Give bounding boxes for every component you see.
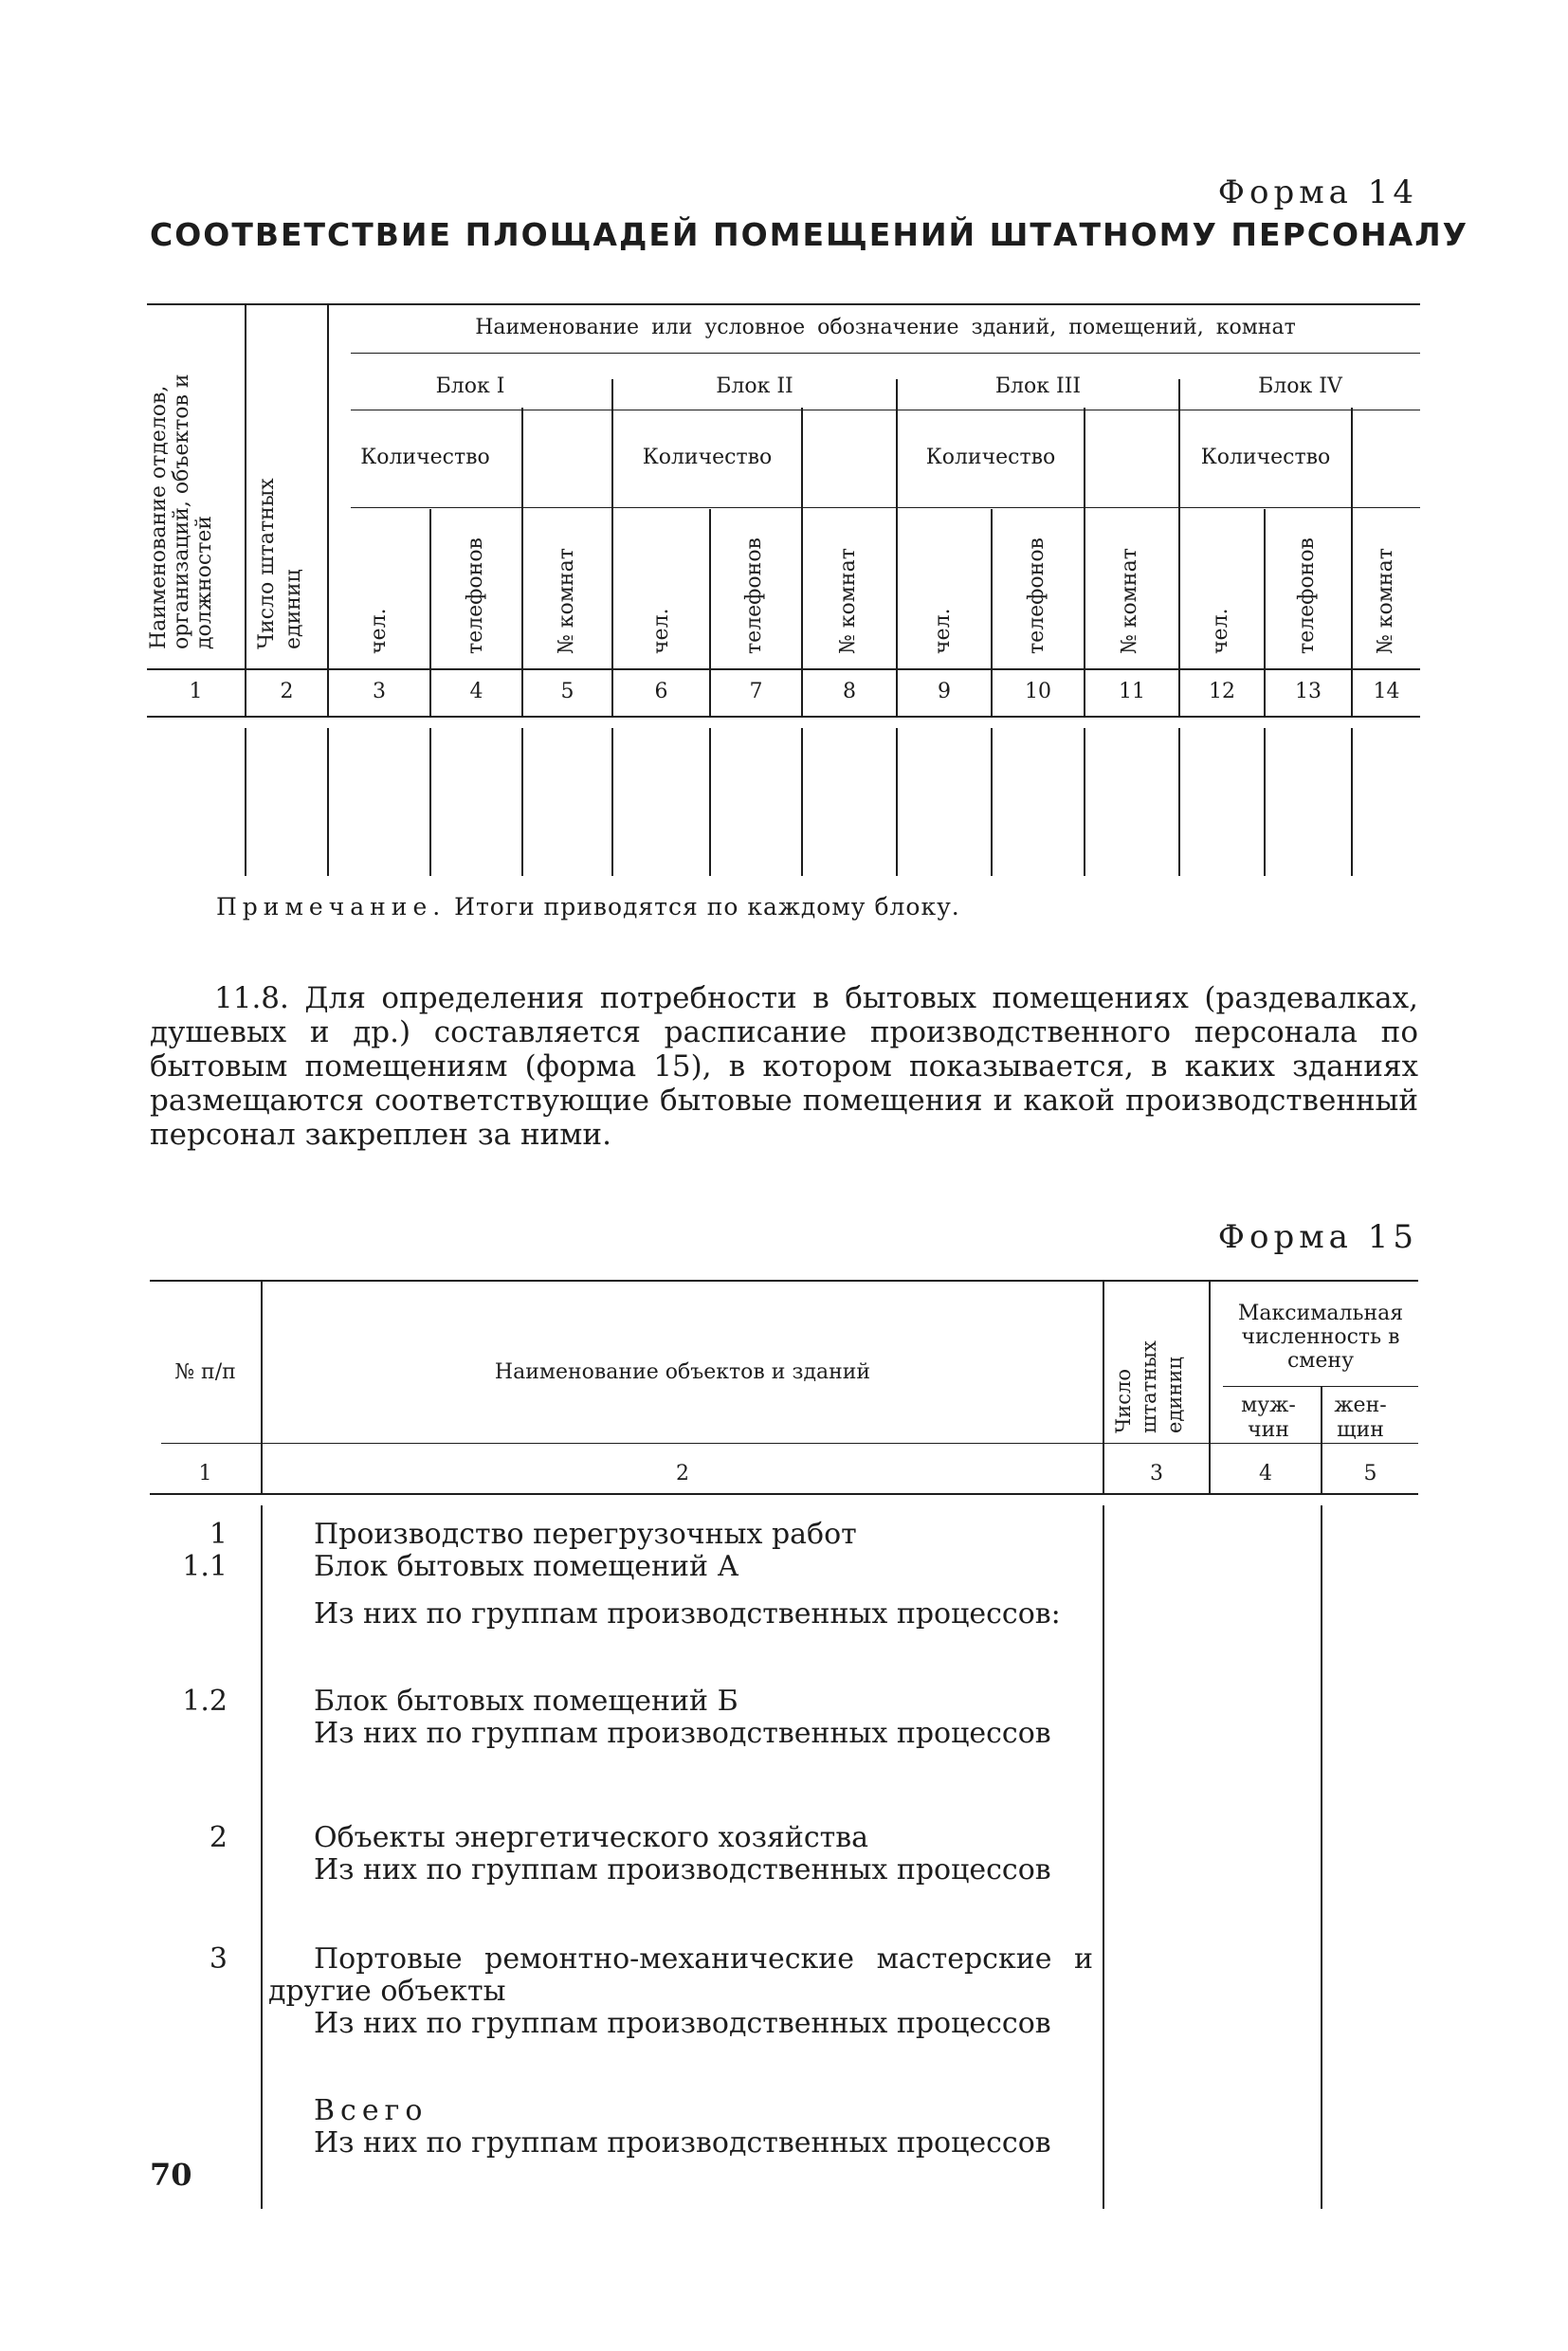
f15-row-2 bbox=[268, 1822, 868, 1854]
f15-row-text: Всего bbox=[314, 2094, 428, 2127]
f14-phones-3: телефонов bbox=[1025, 538, 1048, 654]
f14-colnum-3: 3 bbox=[373, 680, 386, 703]
f14-phones-4: телефонов bbox=[1295, 538, 1319, 654]
f14-block-4: Блок IV bbox=[1258, 374, 1342, 398]
f15-colnum-4: 4 bbox=[1259, 1462, 1272, 1485]
f14-block-3: Блок III bbox=[994, 374, 1082, 398]
f14-phones-2: телефонов bbox=[742, 538, 766, 654]
f14-colnum-4: 4 bbox=[469, 680, 483, 703]
f15-col-num-header: № п/п bbox=[174, 1360, 236, 1384]
f14-col-name-header: Наименование отделов, организаций, объектов и должностей bbox=[147, 374, 216, 649]
f14-people-1: чел. bbox=[367, 608, 391, 654]
f14-colnum-13: 13 bbox=[1295, 680, 1322, 703]
f15-col-staff-header: Число штатных единиц bbox=[1112, 1340, 1186, 1433]
form14-label: Форма 14 bbox=[1217, 173, 1418, 211]
f15-row-text: Портовые ремонтно-механические мастерские и другие объекты bbox=[268, 1942, 1093, 2008]
f15-row-3-sub bbox=[268, 2008, 1093, 2040]
f15-col-men-header: муж-чин bbox=[1241, 1394, 1296, 1442]
f14-block-2: Блок II bbox=[716, 374, 793, 398]
f14-col-staff-header: Число штатных единиц bbox=[255, 478, 305, 649]
page-number: 70 bbox=[150, 2157, 192, 2193]
f14-rooms-1: № комнат bbox=[555, 548, 578, 654]
f15-row-num-1-1: 1.1 bbox=[182, 1550, 228, 1583]
f14-quantity-1: Количество bbox=[360, 446, 490, 469]
f14-colnum-1: 1 bbox=[189, 680, 203, 703]
f15-row-num-2: 2 bbox=[209, 1821, 228, 1854]
f15-colnum-1: 1 bbox=[198, 1462, 212, 1485]
f15-row-1-2-sub bbox=[268, 1718, 1093, 1750]
f15-row-text: Из них по группам производственных процессов bbox=[314, 1853, 1051, 1886]
f14-colnum-11: 11 bbox=[1119, 680, 1145, 703]
f14-colnum-14: 14 bbox=[1373, 680, 1400, 703]
note-text: Итоги приводятся по каждому блоку. bbox=[446, 893, 960, 920]
f14-colnum-8: 8 bbox=[843, 680, 856, 703]
f15-colnum-3: 3 bbox=[1150, 1462, 1163, 1485]
f15-col-name-header: Наименование объектов и зданий bbox=[494, 1360, 871, 1384]
f14-colnum-7: 7 bbox=[749, 680, 763, 703]
f15-row-1-1-sub bbox=[268, 1598, 1093, 1631]
f14-rooms-2: № комнат bbox=[836, 548, 860, 654]
f14-colnum-9: 9 bbox=[938, 680, 951, 703]
f15-row-text: Производство перегрузочных работ bbox=[314, 1518, 857, 1551]
f14-colnum-10: 10 bbox=[1025, 680, 1051, 703]
f15-row-num-1-2: 1.2 bbox=[182, 1685, 228, 1718]
f15-row-text: Блок бытовых помещений Б bbox=[314, 1685, 738, 1718]
f14-quantity-4: Количество bbox=[1200, 446, 1331, 469]
f14-rooms-3: № комнат bbox=[1118, 548, 1141, 654]
f14-people-4: чел. bbox=[1209, 608, 1232, 654]
form14-title: СООТВЕТСТВИЕ ПЛОЩАДЕЙ ПОМЕЩЕНИЙ ШТАТНОМУ ПЕРСОНАЛУ bbox=[150, 216, 1469, 253]
form14-note bbox=[216, 893, 960, 920]
f15-row-text: Из них по группам производственных процессов bbox=[314, 2007, 1051, 2040]
f15-row-text: Из них по группам производственных процессов: bbox=[314, 1597, 1061, 1631]
f14-colnum-2: 2 bbox=[280, 680, 294, 703]
f14-rooms-4: № комнат bbox=[1374, 548, 1397, 654]
f14-people-3: чел. bbox=[931, 608, 955, 654]
f15-colnum-2: 2 bbox=[676, 1462, 689, 1485]
note-label: Примечание. bbox=[216, 893, 447, 920]
f15-col-max-header: Максимальная численность в смену bbox=[1237, 1302, 1404, 1373]
f14-group-header: Наименование или условное обозначение зданий, помещений, комнат bbox=[475, 316, 1296, 339]
f14-quantity-2: Количество bbox=[642, 446, 773, 469]
f15-row-2-sub bbox=[268, 1854, 1093, 1886]
f15-col-women-header: жен-щин bbox=[1334, 1394, 1387, 1442]
f15-row-3 bbox=[268, 1943, 1093, 2008]
f15-row-text: Блок бытовых помещений А bbox=[314, 1550, 739, 1583]
body-paragraph bbox=[150, 981, 1418, 1152]
f14-colnum-12: 12 bbox=[1209, 680, 1235, 703]
f14-phones-1: телефонов bbox=[464, 538, 487, 654]
f15-row-1-2 bbox=[268, 1686, 738, 1718]
f15-row-num-1: 1 bbox=[209, 1518, 228, 1551]
f15-colnum-5: 5 bbox=[1363, 1462, 1377, 1485]
f14-colnum-6: 6 bbox=[654, 680, 668, 703]
f15-row-text: Объекты энергетического хозяйства bbox=[314, 1821, 869, 1854]
f14-people-2: чел. bbox=[649, 608, 673, 654]
f15-row-text: Из них по группам производственных процессов bbox=[314, 2126, 1051, 2160]
paragraph-text: 11.8. Для определения потребности в бытовых помещениях (раздевалках, душевых и др.) составляется расписание производственного персонала по бытовым помещениям (форма 15), в котором показывается, в каких зданиях размещаются соответствующие бытовые помещения и какой производственный персонал закреплен за ними. bbox=[150, 981, 1418, 1152]
f15-row-total bbox=[268, 2095, 428, 2127]
f14-colnum-5: 5 bbox=[560, 680, 574, 703]
f14-block-1: Блок I bbox=[435, 374, 505, 398]
f14-quantity-3: Количество bbox=[925, 446, 1056, 469]
f15-row-total-sub bbox=[268, 2127, 1093, 2160]
f15-row-num-3: 3 bbox=[209, 1942, 228, 1976]
f15-row-1 bbox=[268, 1519, 857, 1551]
f15-row-text: Из них по группам производственных процессов bbox=[314, 1717, 1051, 1750]
f15-row-1-1 bbox=[268, 1551, 738, 1583]
form15-label: Форма 15 bbox=[1217, 1218, 1418, 1256]
